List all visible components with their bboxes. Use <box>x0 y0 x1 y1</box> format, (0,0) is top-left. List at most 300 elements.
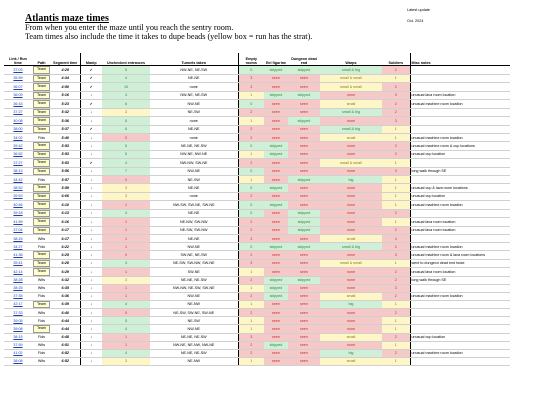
soldiers-cell: 1 <box>382 192 410 201</box>
table-row <box>4 259 510 268</box>
segment-time: 6:25 <box>51 251 80 260</box>
run-link[interactable]: 38:52 <box>4 184 32 193</box>
eel-figurine: seen <box>264 309 288 317</box>
unchecked-entrances: 4 <box>102 300 150 309</box>
soldiers-cell: 3 <box>382 251 410 260</box>
table-row <box>4 276 510 284</box>
path-label: Wits <box>37 310 46 315</box>
warps-cell: none <box>320 268 382 277</box>
segment-time: 5:16 <box>51 91 80 100</box>
header-misc-notes: Misc notes <box>410 53 510 66</box>
dungeon-dead-end: skipped <box>288 218 320 227</box>
segment-time: 6:52 <box>51 357 80 365</box>
manip-cell: ↓ <box>80 268 102 277</box>
team-badge: Team <box>33 193 50 201</box>
run-link[interactable]: 37:35 <box>4 292 32 300</box>
run-link[interactable]: 35:59 <box>4 74 32 83</box>
segment-time: 5:40 <box>51 134 80 142</box>
empty-rooms: 2 <box>238 125 264 134</box>
segment-time: 6:44 <box>51 317 80 325</box>
segment-time: 5:59 <box>51 184 80 193</box>
table-row <box>4 209 510 218</box>
misc-notes: long walk through SE <box>410 276 510 284</box>
table-header-row <box>4 53 510 66</box>
table-row <box>4 292 510 300</box>
run-link[interactable]: 40:08 <box>4 117 32 126</box>
path-cell <box>32 235 51 243</box>
soldiers-cell: 3 <box>382 117 410 126</box>
path-cell <box>32 108 51 117</box>
empty-rooms: 2 <box>238 292 264 300</box>
unchecked-entrances: 4 <box>102 349 150 357</box>
warps-cell: none <box>320 117 382 126</box>
empty-rooms: 2 <box>238 218 264 227</box>
path-cell <box>32 209 51 218</box>
run-link[interactable]: 37:27 <box>4 108 32 117</box>
misc-notes: unusual machine room location <box>410 349 510 357</box>
soldiers-cell: 2 <box>382 333 410 341</box>
dungeon-dead-end: skipped <box>288 209 320 218</box>
empty-rooms: 2 <box>238 108 264 117</box>
run-link[interactable]: 36:09 <box>4 91 32 100</box>
soldiers-cell: 2 <box>382 66 410 75</box>
empty-rooms: 2 <box>238 349 264 357</box>
soldiers-cell: 2 <box>382 150 410 159</box>
run-link[interactable]: 34:02 <box>4 134 32 142</box>
eel-figurine: seen <box>264 218 288 227</box>
header-unchecked-entrances: Unchecked entrances <box>102 53 150 66</box>
manip-cell: ↓ <box>80 251 102 260</box>
soldiers-cell: 1 <box>382 125 410 134</box>
maze-times-table <box>4 53 510 366</box>
run-link[interactable]: 39:08 <box>4 325 32 334</box>
empty-rooms: 1 <box>238 300 264 309</box>
run-link[interactable]: 41:02 <box>4 349 32 357</box>
table-row <box>4 150 510 159</box>
run-link[interactable]: 36:43 <box>4 100 32 109</box>
segment-time: 5:56 <box>51 167 80 176</box>
unchecked-entrances: 0 <box>102 176 150 184</box>
segment-time: 4:50 <box>51 83 80 92</box>
segment-time: 6:16 <box>51 218 80 227</box>
team-badge: Team <box>33 92 50 100</box>
misc-notes: unusual machine room location <box>410 292 510 300</box>
segment-time: 6:51 <box>51 341 80 349</box>
tunnels-taken: NW-NE, NE-SW <box>150 66 238 75</box>
run-link[interactable]: 38:13 <box>4 167 32 176</box>
manip-cell: ✔ <box>80 74 102 83</box>
misc-notes <box>410 83 510 92</box>
unchecked-entrances: 3 <box>102 184 150 193</box>
eel-figurine: seen <box>264 317 288 325</box>
path-cell <box>32 142 51 151</box>
tunnels-taken: NE-SW, SW-NW <box>150 226 238 235</box>
misc-notes <box>410 74 510 83</box>
soldiers-cell: 1 <box>382 201 410 210</box>
tunnels-taken: NE-NE <box>150 184 238 193</box>
warps-cell: none <box>320 276 382 284</box>
misc-notes <box>410 284 510 292</box>
unchecked-entrances: 1 <box>102 201 150 210</box>
tunnels-taken: NW-NW, SW-NE <box>150 159 238 168</box>
run-link[interactable]: 38:15 <box>4 235 32 243</box>
path-cell <box>32 243 51 251</box>
dungeon-dead-end: seen <box>288 184 320 193</box>
team-badge: Team <box>33 251 50 259</box>
tunnels-taken: NW-NE <box>150 243 238 251</box>
misc-notes <box>410 125 510 134</box>
manip-cell: ↓ <box>80 317 102 325</box>
tunnels-taken: NW-NE <box>150 167 238 176</box>
unchecked-entrances: 7 <box>102 167 150 176</box>
unchecked-entrances: 4 <box>102 209 150 218</box>
misc-notes: unusual machine room & lava room locations <box>410 251 510 260</box>
empty-rooms: 0 <box>238 142 264 151</box>
table-row <box>4 284 510 292</box>
tunnels-taken: NE-NE, NE-SW <box>150 349 238 357</box>
tunnels-taken: NE-NE <box>150 235 238 243</box>
manip-cell: ↓ <box>80 226 102 235</box>
team-badge: Team <box>33 301 50 309</box>
empty-rooms: 2 <box>238 341 264 349</box>
misc-notes <box>410 300 510 309</box>
eel-figurine: skipped <box>264 184 288 193</box>
run-link[interactable]: 40:46 <box>4 201 32 210</box>
segment-time: 5:53 <box>51 159 80 168</box>
path-cell <box>32 150 51 159</box>
dungeon-dead-end: seen <box>288 349 320 357</box>
run-link[interactable]: 41:59 <box>4 218 32 227</box>
dungeon-dead-end: seen <box>288 268 320 277</box>
manip-cell: ↓ <box>80 333 102 341</box>
path-label: Wits <box>37 236 46 241</box>
eel-figurine: seen <box>264 209 288 218</box>
dungeon-dead-end: seen <box>288 333 320 341</box>
warps-cell: small & big <box>320 125 382 134</box>
path-label: Fids <box>38 335 45 339</box>
segment-time: 5:36 <box>51 117 80 126</box>
soldiers-cell: 1 <box>382 134 410 142</box>
header-tunnels: Tunnels taken <box>150 53 238 66</box>
tunnels-taken: none <box>150 134 238 142</box>
path-label: Fids <box>38 244 45 249</box>
dungeon-dead-end: seen <box>288 292 320 300</box>
run-link[interactable]: 34:42 <box>4 176 32 184</box>
unchecked-entrances: 4 <box>102 74 150 83</box>
table-row <box>4 309 510 317</box>
eel-figurine: skipped <box>264 201 288 210</box>
empty-rooms: 3 <box>238 259 264 268</box>
warps-cell: big <box>320 300 382 309</box>
warps-cell: small & big <box>320 108 382 117</box>
dungeon-dead-end: seen <box>288 300 320 309</box>
unchecked-entrances: 3 <box>102 276 150 284</box>
segment-time: 6:44 <box>51 325 80 334</box>
unchecked-entrances: 6 <box>102 117 150 126</box>
eel-figurine: seen <box>264 325 288 334</box>
warps-cell: small <box>320 292 382 300</box>
eel-figurine: seen <box>264 226 288 235</box>
segment-time: 5:23 <box>51 100 80 109</box>
empty-rooms: 0 <box>238 167 264 176</box>
path-cell <box>32 333 51 341</box>
warps-cell: big <box>320 176 382 184</box>
header-dead-end: Dungeon dead end <box>288 53 320 66</box>
empty-rooms: 3 <box>238 83 264 92</box>
manip-cell: ↓ <box>80 201 102 210</box>
dungeon-dead-end: seen <box>288 100 320 109</box>
soldiers-cell: 2 <box>382 276 410 284</box>
dungeon-dead-end: seen <box>288 83 320 92</box>
tunnels-taken: NW-NE <box>150 292 238 300</box>
empty-rooms: 2 <box>238 309 264 317</box>
warps-cell: small & big <box>320 66 382 75</box>
misc-notes <box>410 317 510 325</box>
path-label: Wits <box>37 359 46 363</box>
tunnels-taken: NE-NW <box>150 357 238 365</box>
run-link[interactable]: 39:53 <box>4 192 32 201</box>
soldiers-cell: 2 <box>382 292 410 300</box>
manip-cell: ↓ <box>80 341 102 349</box>
tunnels-taken: NE-SW, SW-NW, SW-NE <box>150 259 238 268</box>
tunnels-taken: NE-NW, SW-NW <box>150 218 238 227</box>
misc-notes: unusual cup location <box>410 150 510 159</box>
team-badge: Team <box>33 151 50 159</box>
unchecked-entrances: 0 <box>102 134 150 142</box>
dungeon-dead-end: skipped <box>288 91 320 100</box>
dungeon-dead-end: seen <box>288 125 320 134</box>
soldiers-cell: 1 <box>382 74 410 83</box>
segment-time: 6:36 <box>51 292 80 300</box>
empty-rooms: 0 <box>238 100 264 109</box>
run-link[interactable]: 37:27 <box>4 159 32 168</box>
segment-time: 5:53 <box>51 150 80 159</box>
dungeon-dead-end: skipped <box>288 276 320 284</box>
team-badge: Team <box>33 184 50 192</box>
dungeon-dead-end: seen <box>288 284 320 292</box>
run-link[interactable]: 39:41 <box>4 259 32 268</box>
unchecked-entrances: 3 <box>102 192 150 201</box>
manip-cell: ↓ <box>80 209 102 218</box>
soldiers-cell: 2 <box>382 142 410 151</box>
tunnels-taken: NE-SW, SW-NE, SW-NE <box>150 309 238 317</box>
misc-notes: long walk through SE <box>410 167 510 176</box>
soldiers-cell: 2 <box>382 349 410 357</box>
table-row <box>4 142 510 151</box>
path-cell <box>32 91 51 100</box>
header-eel-figurine: Eel figurine <box>264 53 288 66</box>
misc-notes <box>410 309 510 317</box>
soldiers-cell: 2 <box>382 83 410 92</box>
warps-cell: none <box>320 192 382 201</box>
misc-notes: unusual lava room location <box>410 268 510 277</box>
run-link[interactable]: 42:17 <box>4 300 32 309</box>
tunnels-taken: SW-NE, NE-SW <box>150 251 238 260</box>
run-link[interactable]: 39:05 <box>4 317 32 325</box>
unchecked-entrances: 1 <box>102 226 150 235</box>
segment-time: 4:34 <box>51 74 80 83</box>
manip-cell: ✔ <box>80 125 102 134</box>
warps-cell: none <box>320 184 382 193</box>
manip-cell: ✔ <box>80 66 102 75</box>
warps-cell: none <box>320 167 382 176</box>
run-link[interactable]: 42:14 <box>4 268 32 277</box>
table-row <box>4 134 510 142</box>
table-row <box>4 184 510 193</box>
eel-figurine: seen <box>264 134 288 142</box>
soldiers-cell: 1 <box>382 357 410 365</box>
path-cell <box>32 192 51 201</box>
manip-cell: ↓ <box>80 142 102 151</box>
team-badge: Team <box>33 126 50 134</box>
path-cell <box>32 251 51 260</box>
unchecked-entrances: 1 <box>102 333 150 341</box>
tunnels-taken: NW-NE <box>150 100 238 109</box>
tunnels-taken: NE-NE, NE-SW <box>150 276 238 284</box>
misc-notes: unusual machine room location <box>410 201 510 210</box>
header-manip: Manip <box>80 53 102 66</box>
team-badge: Team <box>33 218 50 226</box>
soldiers-cell: 3 <box>382 284 410 292</box>
soldiers-cell: 4 <box>382 235 410 243</box>
run-link[interactable]: 38:15 <box>4 333 32 341</box>
manip-cell: ↓ <box>80 259 102 268</box>
warps-cell: small <box>320 333 382 341</box>
team-badge: Team <box>33 66 50 74</box>
path-cell <box>32 317 51 325</box>
warps-cell: none <box>320 325 382 334</box>
dungeon-dead-end: seen <box>288 341 320 349</box>
eel-figurine: seen <box>264 357 288 365</box>
empty-rooms: 3 <box>238 235 264 243</box>
run-link[interactable]: 41:36 <box>4 251 32 260</box>
warps-cell: none <box>320 284 382 292</box>
misc-notes <box>410 235 510 243</box>
run-link[interactable]: 39:18 <box>4 209 32 218</box>
empty-rooms: 1 <box>238 284 264 292</box>
header-warps: Warps <box>320 53 382 66</box>
path-cell <box>32 66 51 75</box>
run-link[interactable]: 36:07 <box>4 83 32 92</box>
eel-figurine: skipped <box>264 142 288 151</box>
run-link[interactable]: 39:42 <box>4 142 32 151</box>
eel-figurine: seen <box>264 159 288 168</box>
warps-cell: none <box>320 150 382 159</box>
warps-cell: none <box>320 341 382 349</box>
eel-figurine: seen <box>264 176 288 184</box>
table-row <box>4 66 510 75</box>
tunnels-taken: none <box>150 117 238 126</box>
misc-notes <box>410 209 510 218</box>
run-link[interactable]: 38:08 <box>4 357 32 365</box>
path-cell <box>32 309 51 317</box>
table-row <box>4 91 510 100</box>
team-badge: Team <box>33 260 50 268</box>
run-link[interactable]: 37:59 <box>4 341 32 349</box>
header-link: Link / Run time <box>4 53 32 66</box>
table-row <box>4 268 510 277</box>
eel-figurine: seen <box>264 268 288 277</box>
tunnels-taken: NW-NE, NE-SW <box>150 91 238 100</box>
run-link[interactable]: 34:27 <box>4 243 32 251</box>
path-label: Fids <box>38 294 45 298</box>
tunnels-taken: none <box>150 192 238 201</box>
unchecked-entrances: 3 <box>102 108 150 117</box>
path-cell <box>32 268 51 277</box>
table-row <box>4 243 510 251</box>
run-link[interactable]: 36:52 <box>4 150 32 159</box>
dungeon-dead-end: seen <box>288 325 320 334</box>
path-cell <box>32 125 51 134</box>
warps-cell: small <box>320 235 382 243</box>
empty-rooms: 2 <box>238 276 264 284</box>
empty-rooms: 1 <box>238 325 264 334</box>
manip-cell: ↓ <box>80 276 102 284</box>
path-cell <box>32 357 51 365</box>
unchecked-entrances: 4 <box>102 159 150 168</box>
tunnels-taken: NW-NW, NE-SW, SW-NE <box>150 284 238 292</box>
tunnels-taken: NW-NE, NE-NW, NW-NE <box>150 341 238 349</box>
run-link[interactable]: 37:03 <box>4 66 32 75</box>
run-link[interactable]: 38:00 <box>4 125 32 134</box>
path-cell <box>32 292 51 300</box>
team-badge: Team <box>33 201 50 209</box>
header-empty-rooms: Empty rooms <box>238 53 264 66</box>
empty-rooms: 1 <box>238 268 264 277</box>
empty-rooms: 3 <box>238 74 264 83</box>
soldiers-cell: 1 <box>382 341 410 349</box>
table-row <box>4 235 510 243</box>
dungeon-dead-end: seen <box>288 357 320 365</box>
team-badge: Team <box>33 142 50 150</box>
table-row <box>4 74 510 83</box>
tunnels-taken: NE-NW <box>150 300 238 309</box>
unchecked-entrances: 1 <box>102 268 150 277</box>
soldiers-cell: 1 <box>382 317 410 325</box>
run-link[interactable]: 38:25 <box>4 284 32 292</box>
team-badge: Team <box>33 268 50 276</box>
run-link[interactable]: 37:04 <box>4 226 32 235</box>
soldiers-cell: 1 <box>382 159 410 168</box>
soldiers-cell: 2 <box>382 243 410 251</box>
tunnels-taken: NE-NE <box>150 125 238 134</box>
eel-figurine: skipped <box>264 66 288 75</box>
team-badge: Team <box>33 227 50 235</box>
dungeon-dead-end: seen <box>288 317 320 325</box>
misc-notes: unusual machine room location <box>410 243 510 251</box>
manip-cell: ↓ <box>80 176 102 184</box>
warps-cell: small <box>320 100 382 109</box>
empty-rooms: 2 <box>238 192 264 201</box>
path-cell <box>32 159 51 168</box>
warps-cell: none <box>320 91 382 100</box>
eel-figurine: seen <box>264 83 288 92</box>
manip-cell: ↓ <box>80 91 102 100</box>
path-label: Wits <box>37 278 46 282</box>
tunnels-taken: NW-NE, NW-NE <box>150 150 238 159</box>
table-row <box>4 192 510 201</box>
run-link[interactable]: 38:28 <box>4 276 32 284</box>
eel-figurine: seen <box>264 192 288 201</box>
empty-rooms: 1 <box>238 317 264 325</box>
eel-figurine: seen <box>264 108 288 117</box>
path-cell <box>32 74 51 83</box>
unchecked-entrances: 1 <box>102 243 150 251</box>
path-label: Fids <box>38 177 45 182</box>
misc-notes: unusual cup location <box>410 192 510 201</box>
run-link[interactable]: 37:33 <box>4 309 32 317</box>
table-row <box>4 159 510 168</box>
